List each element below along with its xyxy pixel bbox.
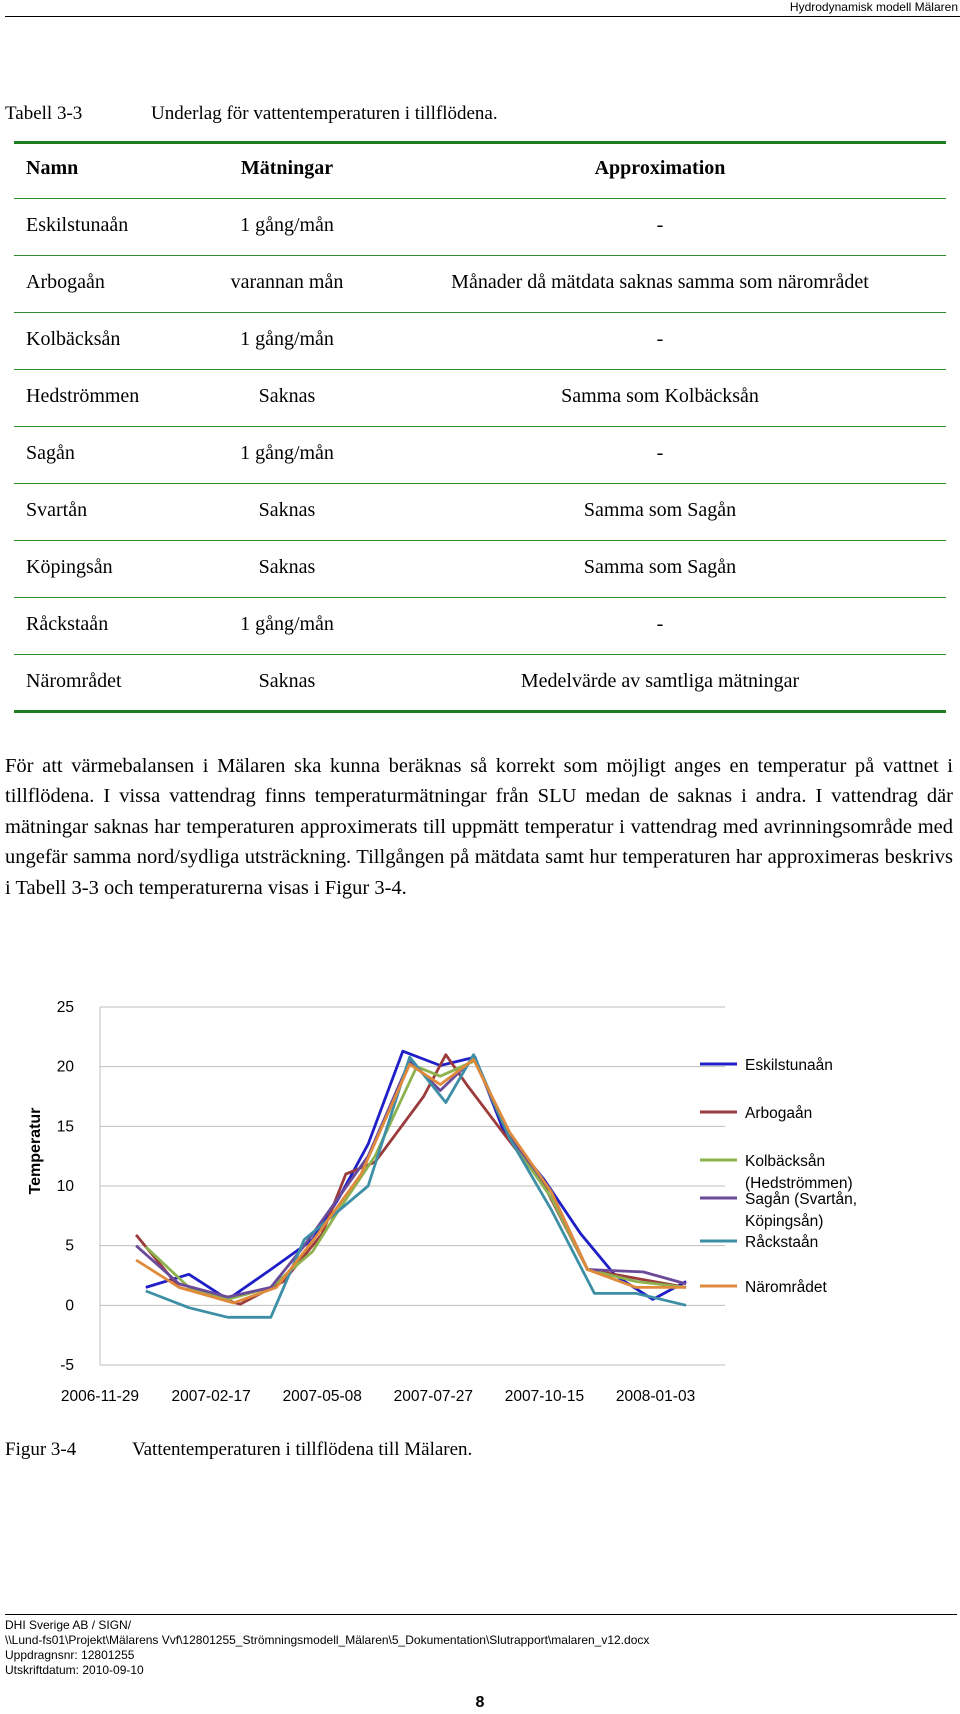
figure-caption-text: Vattentemperaturen i tillflödena till Mälaren. xyxy=(132,1439,473,1460)
x-tick-label: 2006-11-29 xyxy=(60,1388,140,1405)
table-cell: - xyxy=(656,328,664,350)
table-cell: 1 gång/mån xyxy=(240,214,334,236)
table-cell: Saknas xyxy=(258,670,316,692)
table-caption-text: Underlag för vattentemperaturen i tillflödena. xyxy=(151,103,498,124)
table-caption xyxy=(5,103,955,129)
table-header-cell: Namn xyxy=(26,157,79,179)
y-tick-label: 20 xyxy=(56,1058,74,1076)
table-header-cell: Approximation xyxy=(594,157,726,179)
footer-line: Utskriftdatum: 2010-09-10 xyxy=(5,1663,144,1677)
table-rule xyxy=(14,369,946,370)
legend-label: Råckstaån xyxy=(745,1234,819,1251)
table-rule xyxy=(14,710,946,713)
table-cell: Råckstaån xyxy=(26,613,109,635)
table-cell: Saknas xyxy=(258,499,316,521)
x-tick-label: 2007-05-08 xyxy=(282,1388,362,1405)
table-cell: - xyxy=(656,613,664,635)
y-tick-label: 5 xyxy=(65,1237,74,1255)
page-number: 8 xyxy=(475,1694,485,1711)
legend-label: Sagån (Svartån, Köpingsån) xyxy=(745,1191,858,1230)
series-line xyxy=(136,1055,686,1304)
table-cell: 1 gång/mån xyxy=(240,442,334,464)
table-cell: Hedströmmen xyxy=(26,385,140,407)
table-cell: Samma som Sagån xyxy=(583,556,737,578)
table-header-cell: Mätningar xyxy=(240,157,334,179)
y-tick-label: 10 xyxy=(56,1178,74,1195)
temperature-chart xyxy=(20,985,950,1405)
footer-rule xyxy=(5,1614,957,1615)
y-tick-label: -5 xyxy=(60,1357,74,1374)
table-cell: varannan mån xyxy=(230,271,344,293)
legend-label: Närområdet xyxy=(745,1279,827,1296)
y-axis-label: Temperatur xyxy=(27,1107,44,1195)
table-rule xyxy=(14,654,946,655)
x-tick-label: 2007-02-17 xyxy=(171,1388,251,1405)
table-cell: Sagån xyxy=(26,442,75,464)
data-table xyxy=(14,141,946,714)
running-header: Hydrodynamisk modell Mälaren xyxy=(789,0,958,14)
table-cell: 1 gång/mån xyxy=(240,613,334,635)
table-rule xyxy=(14,426,946,427)
table-cell: Närområdet xyxy=(26,670,122,692)
legend-label: Eskilstunaån xyxy=(745,1057,833,1074)
figure-caption-label: Figur 3-4 xyxy=(5,1439,77,1460)
table-cell: - xyxy=(656,442,664,464)
footer-line: \\Lund-fs01\Projekt\Mälarens Vvf\12801255_Strömningsmodell_Mälaren\5_Dokumentation\Slutrapport\malaren_v12.docx xyxy=(5,1633,650,1647)
series-line xyxy=(136,1060,686,1303)
y-tick-label: 15 xyxy=(56,1118,74,1136)
series-line xyxy=(146,1051,686,1299)
table-rule xyxy=(14,540,946,541)
chart-svg xyxy=(20,985,950,1405)
figure-caption xyxy=(5,1439,955,1465)
table-rule xyxy=(14,198,946,199)
table-cell: Kolbäcksån xyxy=(26,328,121,350)
table-rule xyxy=(14,255,946,256)
y-tick-label: 0 xyxy=(65,1297,74,1315)
body-paragraph: För att värmebalansen i Mälaren ska kunna beräknas så korrekt som möjligt anges en temperatur på vattnet i tillflödena. I vissa vattendrag finns temperaturmätningar från SLU medan de saknas i andra. I vattendrag där mätningar saknas har temperaturen approximerats till uppmätt temperatur i vattendrag med avrinningsområde med ungefär samma nord/sydliga utsträckning. Tillgången på mätdata samt hur temperaturen har approximeras beskrivs i Tabell 3-3 och temperaturerna visas i Figur 3-4. xyxy=(5,755,953,899)
table-cell: Arbogaån xyxy=(26,271,105,293)
table-cell: Samma som Sagån xyxy=(583,499,737,521)
table-cell: - xyxy=(656,214,664,236)
table-rule xyxy=(14,141,946,144)
footer xyxy=(5,1618,649,1678)
table-cell: Saknas xyxy=(258,385,316,407)
table-cell: Svartån xyxy=(26,499,88,521)
footer-line: DHI Sverige AB / SIGN/ xyxy=(5,1618,132,1632)
x-tick-label: 2007-10-15 xyxy=(504,1388,585,1405)
legend-label: Kolbäcksån (Hedströmmen) xyxy=(745,1153,853,1192)
table-cell: Köpingsån xyxy=(26,556,113,578)
table-cell: Samma som Kolbäcksån xyxy=(561,385,759,407)
table-rule xyxy=(14,483,946,484)
x-tick-label: 2007-07-27 xyxy=(393,1388,473,1405)
x-tick-label: 2008-01-03 xyxy=(615,1388,696,1405)
table-caption-label: Tabell 3-3 xyxy=(5,103,83,124)
header-rule xyxy=(5,16,960,17)
table-cell: Månader då mätdata saknas samma som närområdet xyxy=(451,271,869,293)
table-cell: Eskilstunaån xyxy=(26,214,129,236)
y-tick-label: 25 xyxy=(56,999,74,1016)
legend-label: Arbogaån xyxy=(745,1105,813,1122)
table-cell: Saknas xyxy=(258,556,316,578)
table-cell: Medelvärde av samtliga mätningar xyxy=(520,670,800,692)
table-cell: 1 gång/mån xyxy=(240,328,334,350)
footer-line: Uppdragnsnr: 12801255 xyxy=(5,1648,135,1662)
table-rule xyxy=(14,312,946,313)
table-rule xyxy=(14,597,946,598)
